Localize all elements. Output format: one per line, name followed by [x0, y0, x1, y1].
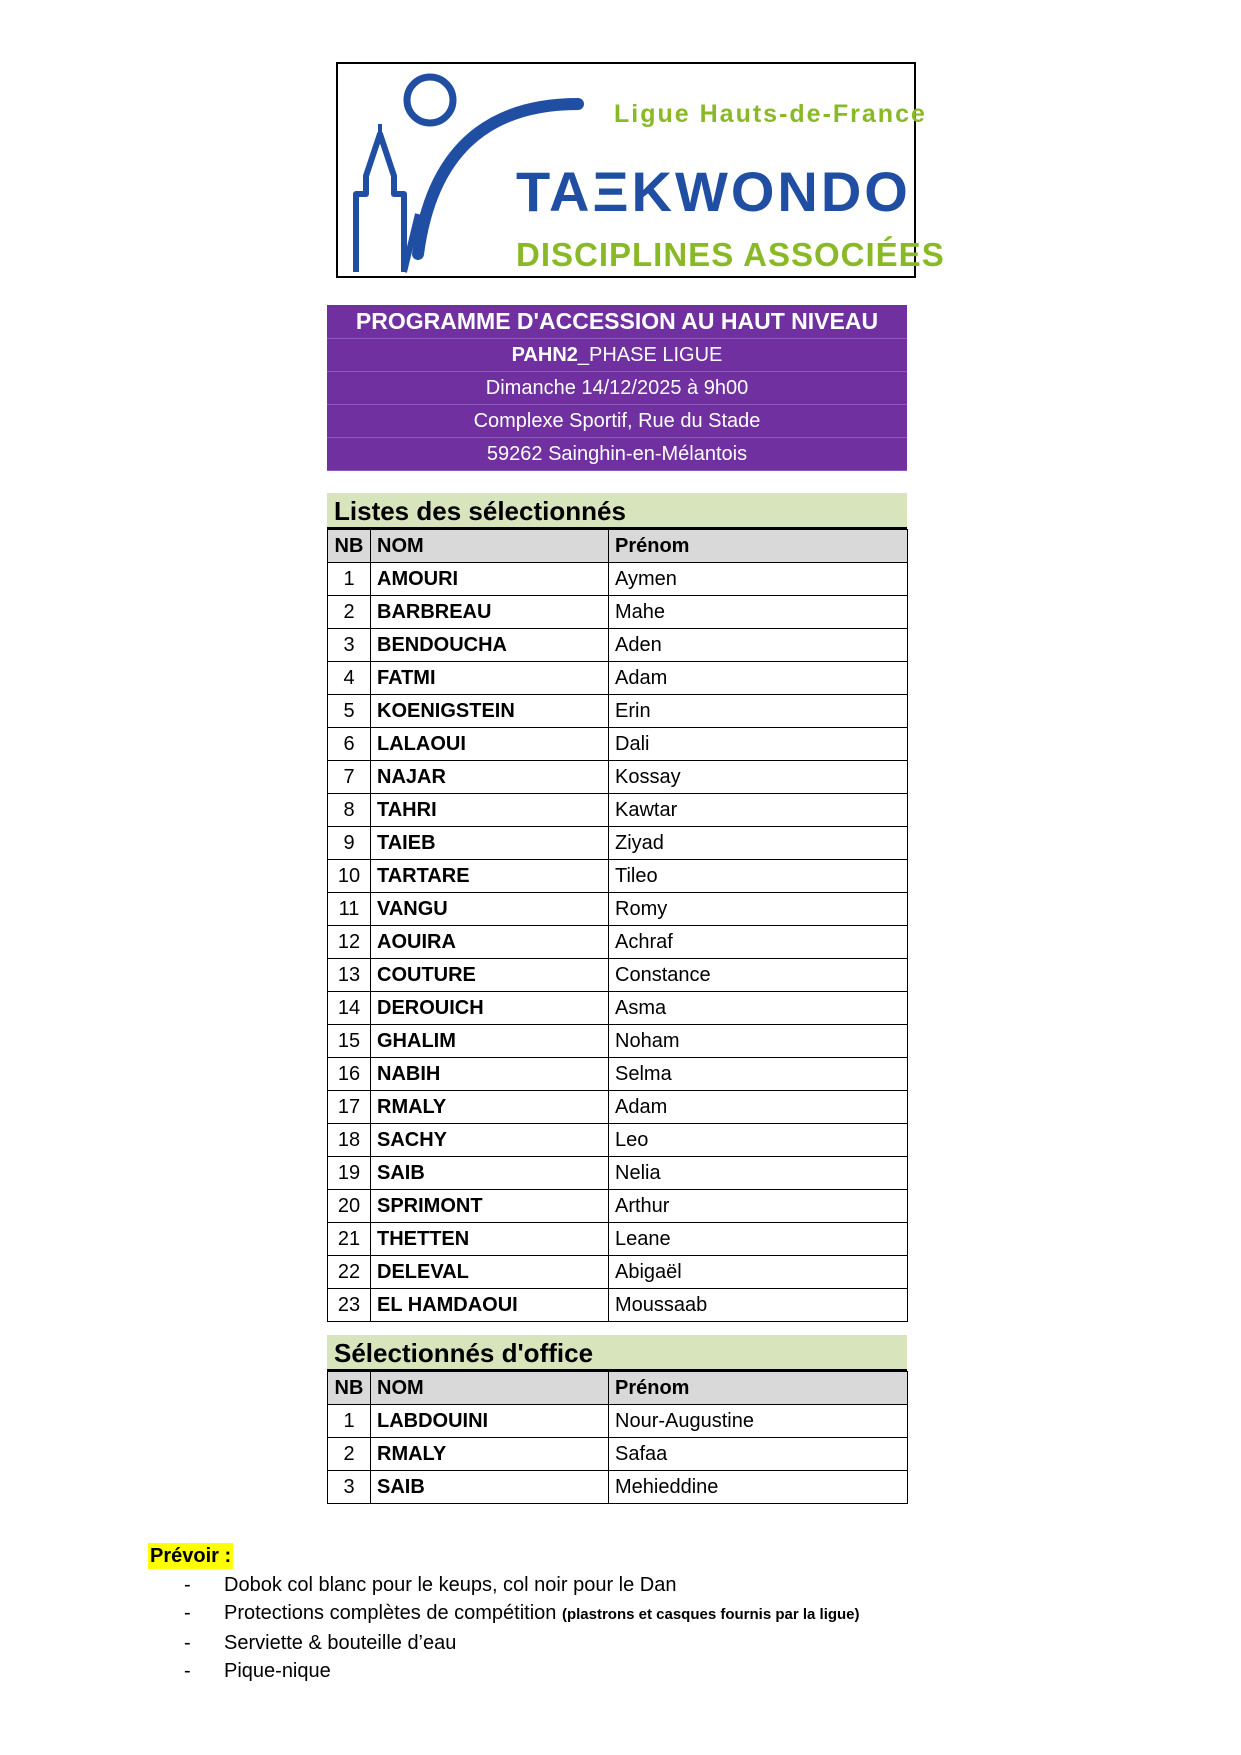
- table-row: [328, 926, 908, 959]
- cell-nom: TAIEB: [371, 827, 609, 860]
- selected-list: [327, 493, 907, 1322]
- bullet-dash: -: [184, 1632, 191, 1654]
- cell-nom: DEROUICH: [371, 992, 609, 1025]
- table-row: [328, 794, 908, 827]
- prevoir-list: [184, 1571, 860, 1685]
- prevoir-item: [184, 1571, 860, 1599]
- cell-nb: 18: [328, 1124, 371, 1157]
- prevoir-item: [184, 1599, 860, 1629]
- table-row: [328, 761, 908, 794]
- cell-prenom: Nelia: [609, 1157, 908, 1190]
- cell-nb: 10: [328, 860, 371, 893]
- cell-nom: KOENIGSTEIN: [371, 695, 609, 728]
- cell-nom: SAIB: [371, 1157, 609, 1190]
- cell-nom: BARBREAU: [371, 596, 609, 629]
- programme-title: PROGRAMME D'ACCESSION AU HAUT NIVEAU: [327, 305, 907, 339]
- cell-nb: 19: [328, 1157, 371, 1190]
- cell-prenom: Mehieddine: [609, 1471, 908, 1504]
- table-row: [328, 1405, 908, 1438]
- selected-list-title: Listes des sélectionnés: [327, 493, 907, 529]
- cell-nb: 12: [328, 926, 371, 959]
- cell-nom: NAJAR: [371, 761, 609, 794]
- cell-nom: RMALY: [371, 1091, 609, 1124]
- programme-phase-label: _PHASE LIGUE: [577, 344, 723, 366]
- bullet-dash: -: [184, 1660, 191, 1682]
- table-row: [328, 662, 908, 695]
- table-header-row: [328, 1372, 908, 1405]
- table-row: [328, 1256, 908, 1289]
- prevoir-item-note: (plastrons et casques fournis par la ligue): [561, 1606, 860, 1623]
- cell-prenom: Kawtar: [609, 794, 908, 827]
- programme-date: Dimanche 14/12/2025 à 9h00: [327, 372, 907, 405]
- cell-nom: GHALIM: [371, 1025, 609, 1058]
- logo-ligue-text: Ligue Hauts-de-France: [614, 100, 927, 128]
- table-row: [328, 1025, 908, 1058]
- table-row: [328, 1471, 908, 1504]
- table-row: [328, 695, 908, 728]
- table-row: [328, 1190, 908, 1223]
- table-row: [328, 563, 908, 596]
- cell-nb: 17: [328, 1091, 371, 1124]
- cell-prenom: Romy: [609, 893, 908, 926]
- prevoir-item-text: Protections complètes de compétition: [224, 1602, 562, 1624]
- cell-nom: SAIB: [371, 1471, 609, 1504]
- logo-disciplines-text: DISCIPLINES ASSOCIÉES: [516, 236, 945, 273]
- cell-prenom: Aymen: [609, 563, 908, 596]
- cell-nb: 1: [328, 563, 371, 596]
- cell-nom: SPRIMONT: [371, 1190, 609, 1223]
- cell-nom: EL HAMDAOUI: [371, 1289, 609, 1322]
- cell-prenom: Noham: [609, 1025, 908, 1058]
- cell-nom: COUTURE: [371, 959, 609, 992]
- cell-prenom: Abigaël: [609, 1256, 908, 1289]
- cell-prenom: Aden: [609, 629, 908, 662]
- cell-nb: 8: [328, 794, 371, 827]
- bullet-dash: -: [184, 1602, 191, 1624]
- prevoir-label: Prévoir :: [150, 1545, 232, 1567]
- cell-prenom: Leane: [609, 1223, 908, 1256]
- cell-nb: 16: [328, 1058, 371, 1091]
- table-row: [328, 959, 908, 992]
- header-prenom: Prénom: [609, 1372, 908, 1405]
- header-nom: NOM: [371, 1372, 609, 1405]
- cell-nb: 23: [328, 1289, 371, 1322]
- cell-nb: 15: [328, 1025, 371, 1058]
- cell-nb: 5: [328, 695, 371, 728]
- selected-table: [327, 529, 908, 1322]
- cell-prenom: Constance: [609, 959, 908, 992]
- cell-nom: TAHRI: [371, 794, 609, 827]
- prevoir-item-text: Pique-nique: [224, 1660, 331, 1682]
- table-row: [328, 728, 908, 761]
- office-table: [327, 1371, 908, 1504]
- header-nom: NOM: [371, 530, 609, 563]
- cell-nb: 9: [328, 827, 371, 860]
- bullet-dash: -: [184, 1574, 191, 1596]
- prevoir-item: [184, 1629, 860, 1657]
- programme-header: [327, 305, 907, 471]
- table-row: [328, 893, 908, 926]
- cell-prenom: Leo: [609, 1124, 908, 1157]
- cell-nom: SACHY: [371, 1124, 609, 1157]
- cell-nb: 20: [328, 1190, 371, 1223]
- cell-nb: 6: [328, 728, 371, 761]
- cell-nom: BENDOUCHA: [371, 629, 609, 662]
- table-row: [328, 596, 908, 629]
- cell-prenom: Achraf: [609, 926, 908, 959]
- cell-nom: DELEVAL: [371, 1256, 609, 1289]
- cell-nom: THETTEN: [371, 1223, 609, 1256]
- programme-address-1: Complexe Sportif, Rue du Stade: [327, 405, 907, 438]
- table-header-row: [328, 530, 908, 563]
- logo: [336, 62, 945, 278]
- table-row: [328, 1438, 908, 1471]
- cell-nom: FATMI: [371, 662, 609, 695]
- prevoir-item-text: Dobok col blanc pour le keups, col noir pour le Dan: [224, 1574, 677, 1596]
- table-row: [328, 860, 908, 893]
- table-row: [328, 827, 908, 860]
- cell-nb: 4: [328, 662, 371, 695]
- cell-prenom: Asma: [609, 992, 908, 1025]
- cell-nom: LALAOUI: [371, 728, 609, 761]
- cell-nb: 7: [328, 761, 371, 794]
- cell-nom: NABIH: [371, 1058, 609, 1091]
- cell-nb: 22: [328, 1256, 371, 1289]
- prevoir-item-text: Serviette & bouteille d’eau: [224, 1632, 457, 1654]
- programme-address-2: 59262 Sainghin-en-Mélantois: [327, 438, 907, 471]
- table-row: [328, 1157, 908, 1190]
- cell-nb: 2: [328, 1438, 371, 1471]
- cell-nom: LABDOUINI: [371, 1405, 609, 1438]
- cell-nb: 13: [328, 959, 371, 992]
- header-prenom: Prénom: [609, 530, 908, 563]
- office-list-title: Sélectionnés d'office: [327, 1335, 907, 1371]
- cell-prenom: Safaa: [609, 1438, 908, 1471]
- cell-nom: AOUIRA: [371, 926, 609, 959]
- header-nb: NB: [328, 1372, 371, 1405]
- cell-prenom: Tileo: [609, 860, 908, 893]
- table-row: [328, 992, 908, 1025]
- table-row: [328, 1289, 908, 1322]
- programme-phase: [327, 339, 907, 372]
- cell-nom: RMALY: [371, 1438, 609, 1471]
- table-row: [328, 629, 908, 662]
- cell-nb: 11: [328, 893, 371, 926]
- cell-nb: 14: [328, 992, 371, 1025]
- cell-nom: VANGU: [371, 893, 609, 926]
- cell-nb: 2: [328, 596, 371, 629]
- cell-prenom: Adam: [609, 662, 908, 695]
- cell-nom: AMOURI: [371, 563, 609, 596]
- cell-nb: 21: [328, 1223, 371, 1256]
- cell-nb: 3: [328, 629, 371, 662]
- cell-prenom: Adam: [609, 1091, 908, 1124]
- cell-nom: TARTARE: [371, 860, 609, 893]
- cell-prenom: Ziyad: [609, 827, 908, 860]
- prevoir-item: [184, 1657, 860, 1685]
- cell-nb: 1: [328, 1405, 371, 1438]
- office-list: [327, 1335, 907, 1504]
- table-row: [328, 1124, 908, 1157]
- cell-prenom: Nour-Augustine: [609, 1405, 908, 1438]
- cell-prenom: Moussaab: [609, 1289, 908, 1322]
- table-row: [328, 1223, 908, 1256]
- programme-code: PAHN2: [511, 344, 578, 366]
- cell-prenom: Erin: [609, 695, 908, 728]
- logo-taekwondo-text: TAΞKWONDO: [516, 160, 911, 223]
- header-nb: NB: [328, 530, 371, 563]
- cell-prenom: Arthur: [609, 1190, 908, 1223]
- cell-prenom: Mahe: [609, 596, 908, 629]
- cell-prenom: Selma: [609, 1058, 908, 1091]
- cell-prenom: Dali: [609, 728, 908, 761]
- cell-nb: 3: [328, 1471, 371, 1504]
- table-row: [328, 1058, 908, 1091]
- cell-prenom: Kossay: [609, 761, 908, 794]
- table-row: [328, 1091, 908, 1124]
